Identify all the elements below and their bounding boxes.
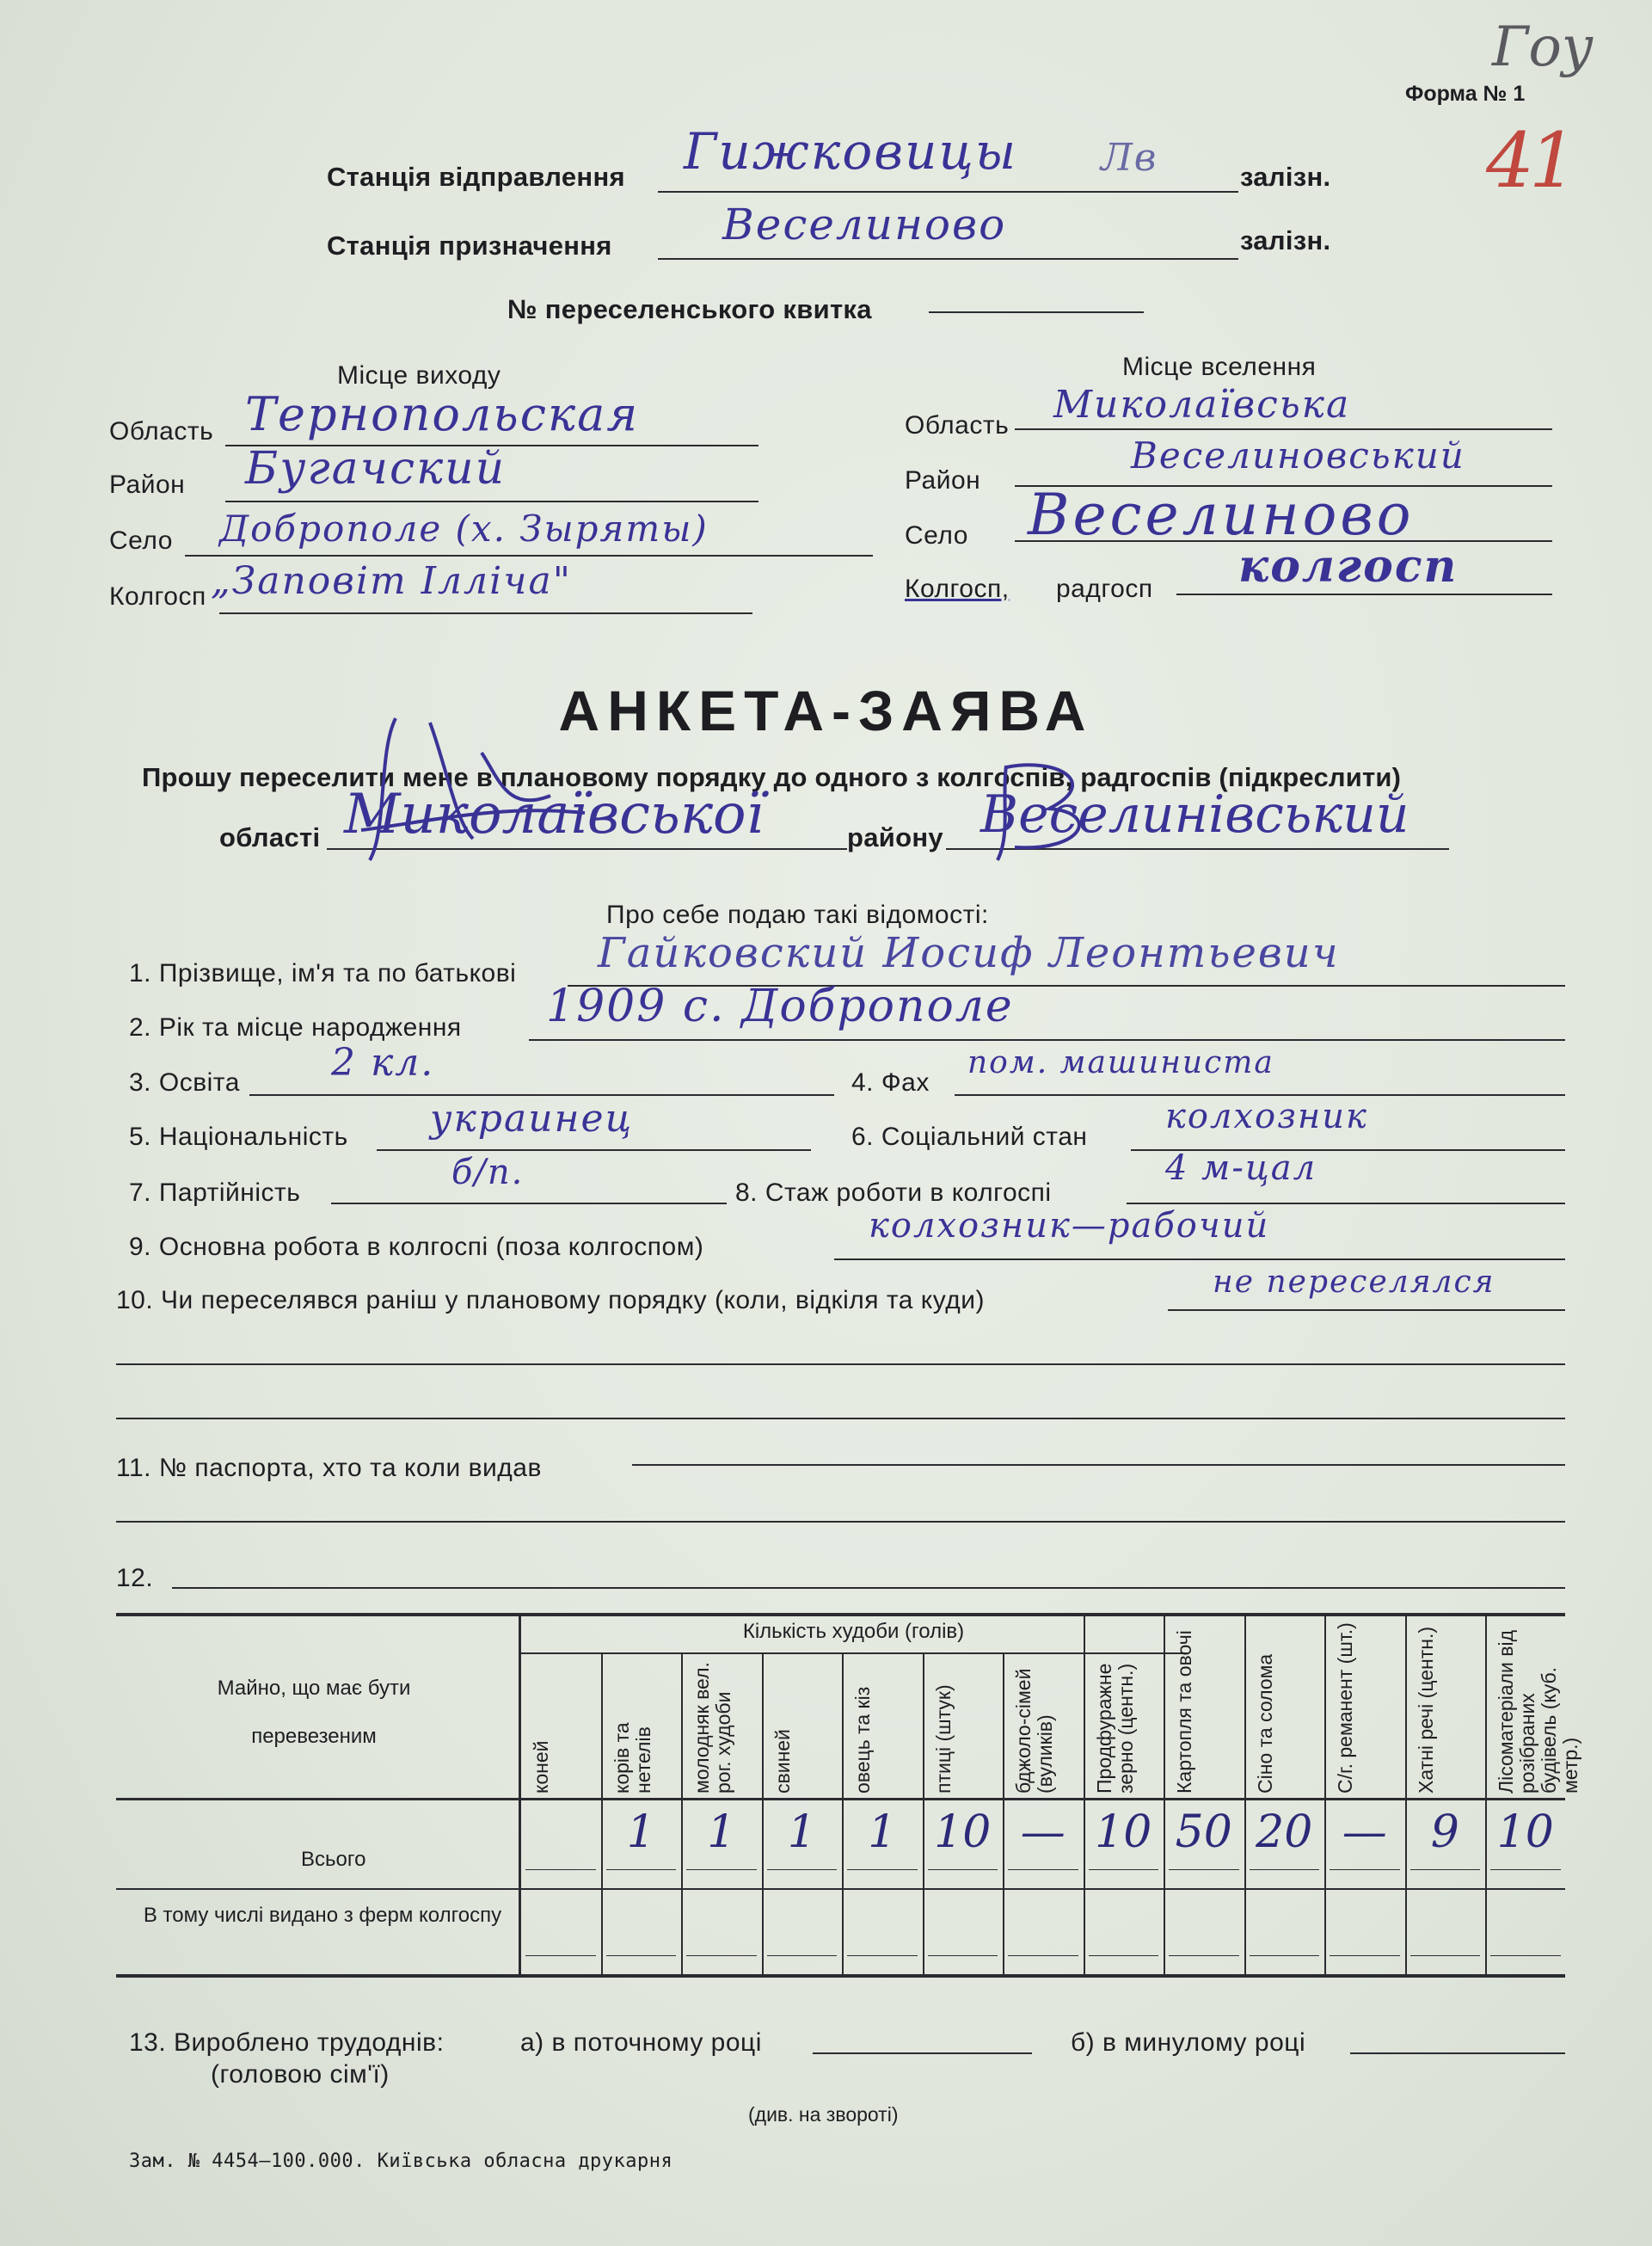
field-13-b-label: б) в минулому році: [1071, 2028, 1306, 2057]
origin-oblast-value: Тернопольская: [245, 387, 640, 441]
destination-raion-label: Район: [905, 466, 981, 495]
field-3-line: [249, 1094, 834, 1096]
field-10-label: 10. Чи переселявся раніш у плановому порядку (коли, відкіля та куди): [116, 1286, 986, 1314]
origin-raion-value: Бугачский: [245, 443, 507, 495]
field-1-value: Гайковский Иосиф Леонтьевич: [598, 929, 1340, 977]
destination-selo-label: Село: [905, 521, 968, 550]
see-back-note: (див. на звороті): [748, 2103, 899, 2126]
field-8-line: [1127, 1203, 1565, 1204]
destination-kolhosp-label: Колгосп,: [905, 575, 1010, 603]
table-vertical-rule: [1164, 1613, 1165, 1974]
table-cell-underline: [686, 1955, 757, 1956]
departure-station-value: Гижковицы: [684, 122, 1018, 181]
field-12-label: 12.: [116, 1564, 154, 1592]
departure-rail-suffix: залізн.: [1240, 162, 1331, 192]
column-header-3: молодняк вел. рог. худоби: [691, 1662, 734, 1794]
column-header-2: корів та нетелів: [610, 1722, 654, 1794]
destination-station-line: [658, 258, 1238, 260]
table-row-label: Всього: [301, 1848, 366, 1871]
form-title: АНКЕТА-ЗАЯВА: [558, 679, 1094, 742]
destination-radhosp-label: радгосп: [1056, 575, 1153, 603]
table-cell-underline: [1008, 1869, 1078, 1870]
destination-station-label: Станція призначення: [327, 231, 612, 261]
field-7-label: 7. Партійність: [129, 1178, 301, 1207]
table-cell-underline: [767, 1869, 838, 1870]
field-11-line: [632, 1464, 1565, 1466]
field-2-line: [529, 1039, 1565, 1041]
table-cell: 10: [1095, 1806, 1152, 1858]
table-cell-underline: [767, 1955, 838, 1956]
table-cell-underline: [525, 1869, 596, 1870]
request-line: Прошу переселити мене в плановому порядку до одного з колгоспів, радгоспів (підкреслити): [142, 762, 1402, 792]
table-cell-underline: [847, 1869, 918, 1870]
table-cell-underline: [1490, 1869, 1561, 1870]
info-intro: Про себе подаю такі відомості:: [606, 901, 989, 929]
table-cell: —: [1342, 1806, 1387, 1858]
origin-oblast-label: Область: [109, 417, 214, 446]
departure-rail-value: Лв: [1101, 136, 1158, 180]
field-3-value: 2 кл.: [331, 1041, 435, 1085]
field-5-value: украинец: [430, 1097, 634, 1141]
print-info: Зам. № 4454—100.000. Київська обласна друкарня: [129, 2151, 673, 2172]
table-cell-underline: [928, 1869, 998, 1870]
origin-kolhosp-line: [219, 612, 752, 614]
table-cell-underline: [525, 1955, 596, 1956]
table-cell-underline: [1169, 1955, 1239, 1956]
table-cell-underline: [1089, 1955, 1159, 1956]
destination-kolhosp-line: [1176, 594, 1552, 595]
destination-selo-value: Веселиново: [1028, 482, 1415, 548]
field-8-value: 4 м-цал: [1165, 1148, 1317, 1188]
field-4-label: 4. Фах: [851, 1068, 930, 1097]
origin-selo-label: Село: [109, 526, 173, 555]
ticket-line: [929, 311, 1144, 313]
table-cell: 1: [707, 1806, 736, 1858]
field-9-label: 9. Основна робота в колгоспі (поза колгоспом): [129, 1233, 704, 1261]
field-13-label: 13. Вироблено трудоднів:: [129, 2028, 445, 2057]
field-10-value: не переселялся: [1213, 1265, 1495, 1300]
origin-heading: Місце виходу: [337, 361, 501, 390]
table-cell: 1: [868, 1806, 897, 1858]
form-number-label: Форма № 1: [1405, 82, 1526, 106]
field-5-label: 5. Національність: [129, 1123, 348, 1151]
signature-scribble: [327, 701, 877, 873]
column-header-11: С/г. реманент (шт.): [1334, 1622, 1356, 1794]
column-header-7: бджоло-сімей (вуликів): [1012, 1668, 1056, 1794]
field-10-line-3: [116, 1418, 1565, 1419]
table-cell: 9: [1430, 1806, 1459, 1858]
table-cell: 20: [1256, 1806, 1313, 1858]
oblasti-label: області: [219, 822, 321, 852]
departure-station-line: [658, 191, 1238, 193]
table-vertical-rule: [519, 1613, 521, 1974]
raionu-label: району: [847, 822, 943, 852]
table-cell: 10: [934, 1806, 992, 1858]
table-cell: 10: [1496, 1806, 1554, 1858]
field-1-label: 1. Прізвище, ім'я та по батькові: [129, 959, 517, 988]
property-header: Майно, що має бути перевезеним: [217, 1677, 411, 1748]
table-vertical-rule: [1405, 1613, 1407, 1974]
ticket-label: № переселенського квитка: [507, 294, 872, 324]
field-9-value: колхозник—рабочий: [869, 1206, 1270, 1246]
field-4-line: [955, 1094, 1565, 1096]
origin-raion-label: Район: [109, 471, 186, 499]
pencil-code: Гоу: [1492, 15, 1594, 79]
destination-oblast-value: Миколаївська: [1053, 383, 1351, 427]
column-header-10: Сіно та солома: [1253, 1653, 1276, 1794]
field-13-a-line: [813, 2052, 1032, 2054]
origin-kolhosp-label: Колгосп: [109, 582, 206, 611]
field-10-line-2: [116, 1363, 1565, 1365]
field-2-label: 2. Рік та місце народження: [129, 1013, 462, 1042]
column-header-5: овець та кіз: [851, 1686, 874, 1794]
field-7-value: б/п.: [451, 1153, 525, 1192]
column-header-1: коней: [530, 1740, 552, 1794]
field-8-label: 8. Стаж роботи в колгоспі: [735, 1178, 1052, 1207]
field-13-a-label: а) в поточному році: [520, 2028, 762, 2057]
table-cell-underline: [1089, 1869, 1159, 1870]
table-vertical-rule: [1084, 1613, 1085, 1974]
table-row-label: В тому числі видано з ферм колгоспу: [143, 1904, 502, 1927]
destination-station-value: Веселиново: [722, 200, 1007, 249]
destination-raion-value: Веселиновський: [1131, 434, 1465, 477]
table-cell-underline: [847, 1955, 918, 1956]
column-header-12: Хатні речі (центн.): [1414, 1626, 1437, 1794]
table-vertical-rule: [1485, 1613, 1487, 1974]
table-cell-underline: [686, 1869, 757, 1870]
field-12-line: [172, 1587, 1565, 1589]
field-11-label: 11. № паспорта, хто та коли видав: [116, 1454, 542, 1482]
table-cell-underline: [1250, 1955, 1320, 1956]
table-cell-underline: [928, 1955, 998, 1956]
table-cell-underline: [1008, 1955, 1078, 1956]
field-13-sub: (головою сім'ї): [211, 2060, 390, 2089]
destination-oblast-label: Область: [905, 411, 1010, 440]
table-cell-underline: [1330, 1955, 1400, 1956]
field-9-line: [834, 1258, 1565, 1260]
field-6-value: колхозник: [1165, 1097, 1368, 1136]
oblasti-value: Миколаївської: [344, 783, 765, 846]
field-6-label: 6. Соціальний стан: [851, 1123, 1088, 1151]
raionu-scribble: [980, 757, 1135, 869]
table-cell: 1: [787, 1806, 816, 1858]
table-cell: 50: [1175, 1806, 1232, 1858]
livestock-header: Кількість худоби (голів): [742, 1620, 965, 1643]
raionu-value: Веселинівський: [980, 785, 1409, 845]
origin-raion-line: [225, 501, 758, 502]
table-cell-underline: [1410, 1869, 1481, 1870]
destination-rail-suffix: залізн.: [1240, 225, 1331, 255]
property-table: [116, 1613, 1581, 1974]
origin-selo-line: [185, 555, 873, 557]
table-cell-underline: [1410, 1955, 1481, 1956]
table-cell-underline: [1490, 1955, 1561, 1956]
field-13-b-line: [1350, 2052, 1565, 2054]
field-7-line: [331, 1203, 727, 1204]
table-cell-underline: [1169, 1869, 1239, 1870]
table-cell-underline: [606, 1955, 677, 1956]
origin-kolhosp-value: „Заповіт Ілліча": [211, 559, 572, 603]
table-cell-underline: [1250, 1869, 1320, 1870]
column-header-13: Лісоматеріали від розібраних будівель (куб. метр.): [1495, 1629, 1581, 1794]
field-4-value: пом. машиниста: [967, 1045, 1274, 1080]
red-sheet-number: 41: [1486, 116, 1572, 205]
departure-station-label: Станція відправлення: [327, 162, 625, 192]
field-3-label: 3. Освіта: [129, 1068, 240, 1097]
column-header-6: птиці (штук): [931, 1684, 955, 1794]
destination-oblast-line: [1015, 428, 1552, 430]
field-10-line: [1168, 1309, 1565, 1311]
table-vertical-rule: [1324, 1613, 1326, 1974]
table-cell: —: [1020, 1806, 1066, 1858]
field-5-line: [377, 1149, 811, 1151]
table-cell: 1: [626, 1806, 655, 1858]
destination-kolhosp-value: колгосп: [1238, 540, 1459, 593]
field-2-value: 1909 с. Доброполе: [546, 981, 1014, 1032]
column-header-9: Картопля та овочі: [1173, 1630, 1195, 1794]
table-cell-underline: [1330, 1869, 1400, 1870]
column-header-8: Продфуражне зерно (центн.): [1092, 1663, 1137, 1794]
field-11-line-2: [116, 1521, 1565, 1523]
table-vertical-rule: [1244, 1613, 1246, 1974]
origin-selo-value: Доброполе (х. Зыряты): [219, 508, 709, 550]
table-cell-underline: [606, 1869, 677, 1870]
column-header-4: свиней: [771, 1729, 794, 1794]
destination-heading: Місце вселення: [1122, 353, 1317, 381]
